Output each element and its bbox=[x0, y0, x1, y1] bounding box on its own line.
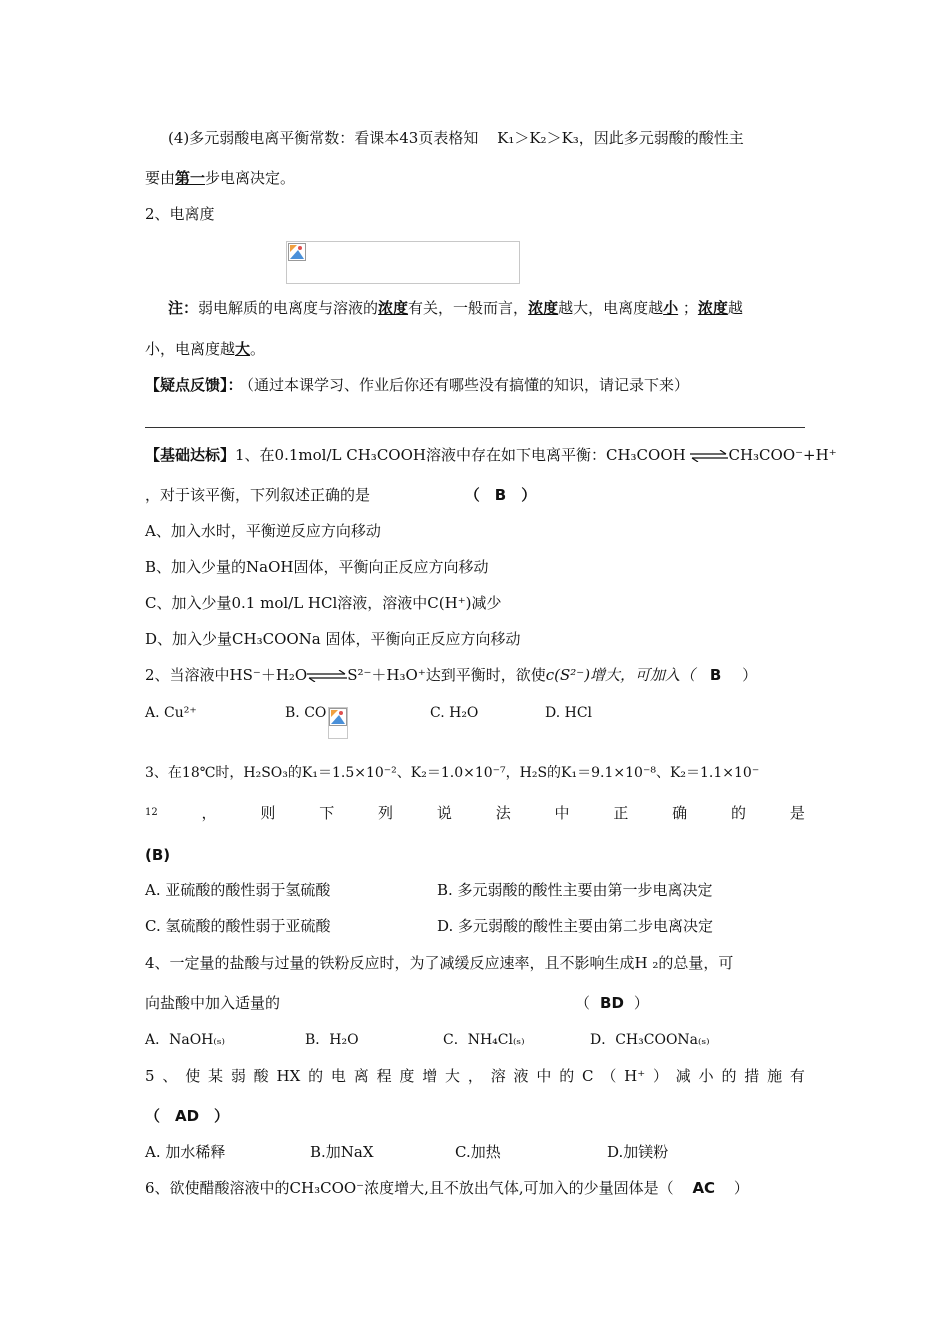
answer: AC bbox=[692, 1179, 716, 1197]
answer: B bbox=[709, 666, 722, 684]
q5-stem-char: 使 bbox=[185, 1067, 201, 1085]
q5-stem-char: 小 bbox=[698, 1067, 714, 1085]
formula-image-placeholder bbox=[286, 241, 520, 284]
q5-stem-char: 离 bbox=[353, 1067, 369, 1085]
q5-stem-char: H⁺ bbox=[624, 1067, 646, 1085]
broken-image-icon bbox=[329, 708, 347, 726]
option-b: B．H₂O bbox=[305, 1032, 359, 1048]
option-d: D.加镁粉 bbox=[607, 1143, 669, 1161]
paragraph-line2 bbox=[145, 168, 295, 188]
heading-ionization-degree: 2、电离度 bbox=[145, 205, 215, 223]
q5-stem-char: 措 bbox=[744, 1067, 760, 1085]
section-label: 【基础达标】 bbox=[145, 446, 236, 464]
option-c: C．NH₄Cl₍ₛ₎ bbox=[443, 1032, 525, 1048]
answer: （ B ） bbox=[464, 486, 537, 504]
q5-stem-char: 程 bbox=[376, 1067, 392, 1085]
option-b: B. CO bbox=[285, 705, 327, 721]
option-a: A. 加水稀释 bbox=[145, 1143, 226, 1161]
q3-line2-char: 则 bbox=[260, 804, 276, 822]
q5-stem-char: C bbox=[582, 1067, 594, 1085]
text: 向盐酸中加入适量的 bbox=[145, 994, 281, 1012]
text: 6、欲使醋酸溶液中的CH₃COO⁻浓度增大,且不放出气体,可加入的少量固体是（ bbox=[145, 1179, 674, 1197]
q3-line2 bbox=[145, 803, 805, 823]
q3-stem: 3、在18℃时，H₂SO₃的K₁＝1.5×10⁻²、K₂＝1.0×10⁻⁷，H₂S的K₁＝9.1×10⁻⁸、K₂＝1.1×10⁻ bbox=[145, 765, 760, 781]
option-d: D. 多元弱酸的酸性主要由第二步电离决定 bbox=[437, 917, 714, 935]
text: ） bbox=[742, 666, 758, 684]
option-a: A．NaOH₍ₛ₎ bbox=[145, 1032, 225, 1048]
text: 要由 bbox=[145, 169, 176, 187]
text: 弱电解质的电离度与溶液的 bbox=[198, 299, 379, 317]
text: c(S²⁻)增大，可加入（ bbox=[545, 666, 696, 684]
q5-stem-char: 的 bbox=[308, 1067, 324, 1085]
q5-stem-char: 溶 bbox=[490, 1067, 506, 1085]
q1-stem bbox=[145, 445, 837, 465]
paragraph-polyprotic-constants bbox=[168, 128, 744, 148]
q1-line2 bbox=[145, 485, 536, 505]
text: （通过本课学习、作业后你还有哪些没有搞懂的知识，请记录下来） bbox=[246, 376, 690, 394]
answer: BD bbox=[600, 994, 624, 1012]
q6-stem bbox=[145, 1178, 749, 1198]
emphasis-first: 第一 bbox=[175, 169, 206, 187]
option-d: D．CH₃COONa₍ₛ₎ bbox=[590, 1032, 710, 1048]
option-c: C、加入少量0.1 mol/L HCl溶液，溶液中C(H⁺)减少 bbox=[145, 594, 502, 612]
text: ，对于该平衡，下列叙述正确的是 bbox=[145, 486, 371, 504]
answer-group bbox=[575, 993, 649, 1013]
emphasis: 浓度 bbox=[697, 299, 728, 317]
q5-answer-line bbox=[145, 1106, 229, 1126]
broken-image-icon bbox=[288, 243, 306, 261]
text: （ bbox=[575, 994, 591, 1012]
option-a: A. Cu²⁺ bbox=[145, 705, 197, 721]
q5-stem-char: 弱 bbox=[230, 1067, 246, 1085]
emphasis: 浓度 bbox=[378, 299, 409, 317]
text: ） bbox=[733, 1179, 749, 1197]
option-c: C.加热 bbox=[455, 1143, 501, 1161]
feedback-line bbox=[145, 375, 689, 395]
q3-line2-char: 的 bbox=[731, 804, 747, 822]
q5-stem-char: 施 bbox=[767, 1067, 783, 1085]
option-b: B.加NaX bbox=[310, 1143, 374, 1161]
text: 越大，电离度越 bbox=[558, 299, 664, 317]
q3-line2-char: 法 bbox=[495, 804, 511, 822]
text: CH₃COO⁻+H⁺ bbox=[728, 446, 837, 464]
feedback-label: 【疑点反馈】： bbox=[145, 376, 243, 394]
q5-stem-char: ） bbox=[652, 1067, 668, 1085]
note-label: 注： bbox=[168, 299, 199, 317]
q5-stem-char: ， bbox=[467, 1067, 483, 1085]
equilibrium-arrow-icon bbox=[307, 670, 347, 682]
q2-stem bbox=[145, 665, 757, 685]
q5-stem-char: 5 bbox=[145, 1067, 155, 1085]
q3-line2-char: 是 bbox=[789, 804, 805, 822]
option-d: D、加入少量CH₃COONa 固体，平衡向正反应方向移动 bbox=[145, 630, 521, 648]
option-c: C. 氢硫酸的酸性弱于亚硫酸 bbox=[145, 917, 331, 935]
q5-stem-char: HX bbox=[276, 1067, 301, 1085]
answer: （ AD ） bbox=[145, 1107, 230, 1125]
answer: (B) bbox=[145, 846, 171, 864]
text: 越 bbox=[727, 299, 743, 317]
note-line1 bbox=[168, 298, 743, 318]
q5-stem-char: 某 bbox=[208, 1067, 224, 1085]
text: 有关，一般而言， bbox=[408, 299, 529, 317]
q5-stem-char: 度 bbox=[399, 1067, 415, 1085]
divider bbox=[145, 427, 805, 428]
text: ） bbox=[633, 994, 649, 1012]
k-relation: K₁＞K₂＞K₃ bbox=[497, 129, 579, 147]
text: 小，电离度越 bbox=[145, 340, 236, 358]
q3-line2-char: 确 bbox=[672, 804, 688, 822]
q3-line2-char: 中 bbox=[554, 804, 570, 822]
emphasis: 大 bbox=[235, 340, 251, 358]
q5-stem-char: 电 bbox=[330, 1067, 346, 1085]
text: 。 bbox=[250, 340, 266, 358]
option-b: B、加入少量的NaOH固体，平衡向正反应方向移动 bbox=[145, 558, 489, 576]
q5-stem-char: 、 bbox=[162, 1067, 178, 1085]
note-line2 bbox=[145, 339, 265, 359]
text: ，因此多元弱酸的酸性主 bbox=[578, 129, 744, 147]
q3-line2-char: 12 bbox=[145, 807, 158, 818]
text: 2、当溶液中HS⁻＋H₂O bbox=[145, 666, 308, 684]
text: 步电离决定。 bbox=[205, 169, 296, 187]
text: (4)多元弱酸电离平衡常数：看课本43页表格知 bbox=[168, 129, 479, 147]
q3-line2-char: 正 bbox=[613, 804, 629, 822]
q4-line2 bbox=[145, 993, 649, 1013]
q5-stem-char: 减 bbox=[675, 1067, 691, 1085]
equilibrium-arrow-icon bbox=[690, 450, 728, 462]
q4-stem: 4、一定量的盐酸与过量的铁粉反应时，为了减缓反应速率，且不影响生成H ₂的总量，可 bbox=[145, 954, 734, 972]
text: 1、在0.1mol/L CH₃COOH溶液中存在如下电离平衡：CH₃COOH bbox=[235, 446, 686, 464]
q3-line2-char: ， bbox=[201, 804, 217, 822]
q5-stem-char: 的 bbox=[721, 1067, 737, 1085]
q3-line2-char: 列 bbox=[378, 804, 394, 822]
q3-line2-char: 下 bbox=[319, 804, 335, 822]
q5-stem-char: 增 bbox=[422, 1067, 438, 1085]
option-c: C. H₂O bbox=[430, 705, 479, 721]
option-d: D. HCl bbox=[545, 705, 593, 721]
emphasis: 浓度 bbox=[528, 299, 559, 317]
q5-stem-char: 酸 bbox=[253, 1067, 269, 1085]
text: S²⁻＋H₃O⁺达到平衡时，欲使 bbox=[347, 666, 546, 684]
q5-stem bbox=[145, 1066, 805, 1086]
q5-stem-char: 液 bbox=[513, 1067, 529, 1085]
q5-stem-char: （ bbox=[601, 1067, 617, 1085]
emphasis: 小 bbox=[663, 299, 679, 317]
text: ； bbox=[678, 299, 698, 317]
option-a: A、加入水时，平衡逆反应方向移动 bbox=[145, 522, 381, 540]
q3-line2-char: 说 bbox=[436, 804, 452, 822]
q5-stem-char: 有 bbox=[789, 1067, 805, 1085]
option-a: A. 亚硫酸的酸性弱于氢硫酸 bbox=[145, 881, 331, 899]
formula-image-placeholder bbox=[328, 707, 348, 739]
option-b: B. 多元弱酸的酸性主要由第一步电离决定 bbox=[437, 881, 713, 899]
q5-stem-char: 大 bbox=[445, 1067, 461, 1085]
q5-stem-char: 中 bbox=[536, 1067, 552, 1085]
q5-stem-char: 的 bbox=[559, 1067, 575, 1085]
